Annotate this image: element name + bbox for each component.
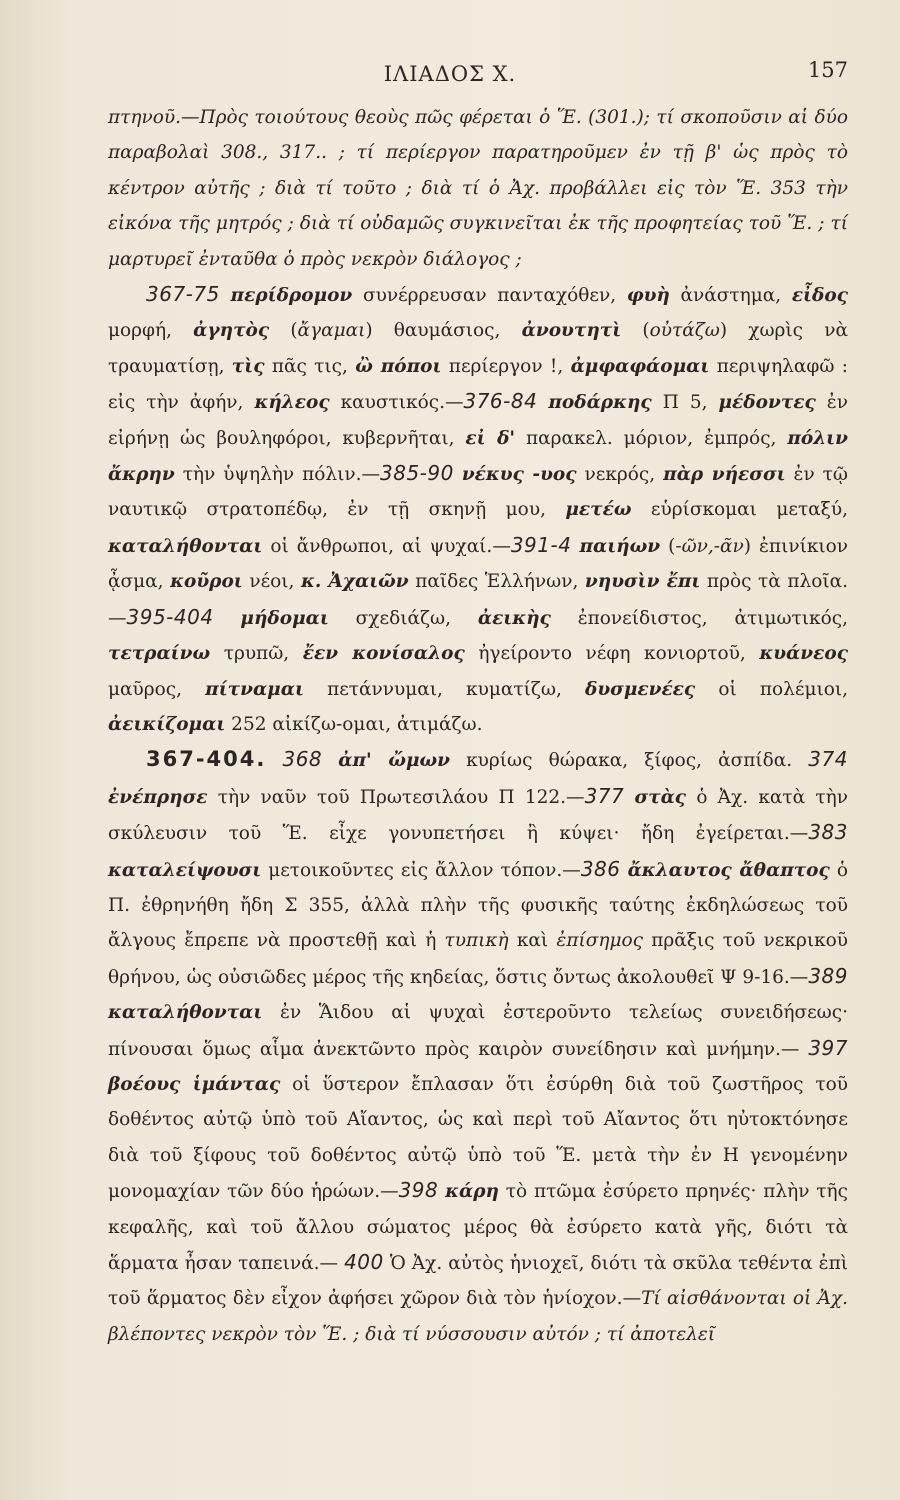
line-ref: 377 bbox=[584, 783, 625, 808]
paragraph-questions bbox=[108, 100, 848, 277]
gloss: καυστικός.— bbox=[340, 392, 464, 414]
line-ref: 395-404 bbox=[126, 604, 214, 629]
lemma: ἀμφαφάομαι bbox=[570, 355, 710, 377]
gloss-italic: -ῶν,-ᾶν bbox=[675, 535, 744, 557]
line-ref: 383 bbox=[808, 820, 848, 845]
gloss: κυρίως θώρακα, ξίφος, ἀσπίδα. bbox=[466, 750, 793, 772]
lemma: ἀεικὴς bbox=[477, 607, 551, 629]
gloss: 252 αἰκίζω-ομαι, ἀτιμάζω. bbox=[231, 713, 483, 735]
gloss: περιψηλαφῶ : εἰς τὴν ἀφήν, bbox=[108, 355, 848, 414]
lemma: μετέω bbox=[565, 499, 632, 521]
lemma: κήλεος bbox=[254, 392, 330, 414]
gloss: ( bbox=[668, 535, 676, 557]
lemma: εἰ δ' bbox=[465, 427, 516, 449]
gloss: πρὸς τὰ πλοῖα.— bbox=[108, 571, 848, 629]
gloss: ἐν εἰρήνῃ ὡς βουληφόροι, κυβερνῆται, bbox=[108, 392, 848, 449]
lemma: μέδοντες bbox=[718, 392, 816, 414]
gloss: τὸ πτῶμα ἐσύρετο πρηνές· πλὴν τῆς κεφαλῆς, καὶ τοῦ ἄλλου σώματος μέρος θὰ ἐσύρετο κατὰ γῆς, διότι τὰ ἅρματα ἦσαν ταπεινά.— bbox=[108, 1181, 848, 1274]
paragraph-notes bbox=[108, 742, 848, 1352]
gloss: τρυπῶ, bbox=[223, 643, 290, 665]
gloss: ( bbox=[642, 320, 650, 342]
gloss: ὁ Π. ἐθρηνήθη ἤδη Σ 355, ἀλλὰ πλὴν τῆς φυσικῆς ταύτης ἐκδηλώσεως τοῦ ἄλγους ἔπρεπε νὰ προστεθῇ καὶ ἡ bbox=[108, 859, 848, 952]
line-ref: 398 bbox=[398, 1178, 439, 1203]
lemma: τετραίνω bbox=[108, 643, 211, 665]
gloss: ( bbox=[290, 320, 298, 342]
line-ref: 400 bbox=[344, 1250, 384, 1274]
gloss: οἱ ὕστερον ἔπλασαν ὅτι ἐσύρθη διὰ τοῦ ζωστῆρος τοῦ δοθέντος αὐτῷ ὑπὸ τοῦ Αἴαντος, ὡς καὶ περὶ τοῦ Αἴαντος ὅτι ηὐτοκτόνησε διὰ τοῦ ξίφους τοῦ δοθέντος αὐτῷ ὑπὸ τοῦ Ἕ. μετὰ τὴν ἐν Η γενομένην μονομαχίαν τῶν δύο ἡρώων.— bbox=[108, 1073, 848, 1203]
gloss: σχεδιάζω, bbox=[355, 607, 451, 629]
gloss: οἱ ἄνθρωποι, αἱ ψυχαί.— bbox=[270, 535, 511, 557]
lemma: ἀεικίζομαι bbox=[108, 713, 226, 735]
paragraph-glossary bbox=[108, 277, 848, 742]
lemma: ἔεν κονίσαλος bbox=[302, 643, 465, 665]
gloss: τὴν ναῦν τοῦ Πρωτεσιλάου Π 122.— bbox=[217, 786, 585, 808]
gloss-italic: οὐτάζω bbox=[649, 320, 720, 342]
section-ref: 367-404. bbox=[146, 747, 267, 772]
lemma: κάρη bbox=[445, 1181, 499, 1203]
lemma: καταλήθονται bbox=[108, 535, 263, 557]
gloss: πετάννυμαι, κυματίζω, bbox=[327, 678, 562, 700]
gloss: παῖδες Ἑλλήνων, bbox=[415, 571, 579, 593]
lemma: βοέους ἱμάντας bbox=[108, 1073, 281, 1095]
running-head: ΙΛΙΑΔΟΣ Χ. bbox=[383, 62, 517, 86]
lemma: ἐνέπρησε bbox=[108, 786, 208, 808]
gloss: μαῦρος, bbox=[108, 678, 183, 700]
gloss: τὴν ὑψηλὴν πόλιν.— bbox=[182, 464, 380, 486]
lemma: καταλείψουσι bbox=[108, 859, 262, 881]
gloss: Ὁ Ἀχ. αὐτὸς ἡνιοχεῖ, διότι τὰ σκῦλα τεθέντα ἐπὶ τοῦ ἅρματος δὲν εἶχον ἀφήσει χῶρον διὰ τὸν ἡνίοχον.— bbox=[108, 1253, 848, 1310]
lemma: κ. Ἀχαιῶν bbox=[301, 571, 409, 593]
line-ref: 368 bbox=[282, 747, 323, 772]
gloss-italic: τυπικὴ bbox=[444, 930, 509, 952]
lemma: φυὴ bbox=[626, 285, 670, 307]
lemma: πίτναμαι bbox=[205, 678, 304, 700]
gloss: παρακελ. μόριον, ἐμπρός, bbox=[525, 427, 777, 449]
lemma: κυάνεος bbox=[759, 643, 848, 665]
page-number: 157 bbox=[807, 58, 848, 82]
gloss: μετοικοῦντες εἰς ἄλλον τόπον.— bbox=[268, 859, 581, 881]
lemma: πόλιν ἄκρην bbox=[108, 427, 848, 486]
line-ref: 389 bbox=[808, 963, 848, 988]
gloss-italic: ἐπίσημος bbox=[556, 930, 643, 952]
lemma: εἶδος bbox=[791, 285, 848, 307]
lemma: ποδάρκης bbox=[548, 392, 652, 414]
gloss: νεκρός, bbox=[584, 464, 656, 486]
gloss: ἐν τῷ ναυτικῷ στρατοπέδῳ, ἐν τῇ σκηνῇ μου, bbox=[108, 464, 848, 521]
gloss: Π 5, bbox=[662, 392, 708, 414]
lemma: κοῦροι bbox=[170, 571, 243, 593]
commentary-text bbox=[108, 100, 848, 1352]
lemma: τὶς bbox=[231, 355, 265, 377]
lemma: δυσμενέες bbox=[585, 678, 696, 700]
questions-text: Τί αἰσθάνονται οἱ Ἀχ. βλέποντες νεκρὸν τὸν Ἕ. ; διὰ τί νύσσουσιν αὐτόν ; τί ἀποτελεῖ bbox=[108, 1288, 849, 1345]
gloss: εὑρίσκομαι μεταξύ, bbox=[650, 499, 848, 521]
lemma: ἄκλαυτος ἄθαπτος bbox=[627, 859, 830, 881]
gloss: ἠγείροντο νέφη κονιορτοῦ, bbox=[478, 643, 746, 665]
lemma: παιήων bbox=[579, 535, 661, 557]
lemma: ἀπ' ὤμων bbox=[338, 750, 450, 772]
lemma: στὰς bbox=[634, 786, 687, 808]
lemma: νηυσὶν ἔπι bbox=[584, 571, 701, 593]
gloss: οἱ πολέμιοι, bbox=[718, 678, 849, 700]
gloss: καὶ bbox=[516, 930, 549, 952]
gloss: ) ἐπινίκιον ᾆσμα, bbox=[108, 535, 849, 593]
gloss: νέοι, bbox=[249, 571, 295, 593]
lemma: πὰρ νήεσσι bbox=[663, 464, 786, 486]
line-ref: 367-75 bbox=[146, 282, 220, 307]
lemma: ἀγητὸς bbox=[193, 320, 270, 342]
line-ref: 386 bbox=[580, 856, 621, 881]
lemma: ὢ πόποι bbox=[355, 355, 442, 377]
line-ref: 397 bbox=[808, 1035, 848, 1060]
gloss: ἐπονείδιστος, ἀτιμωτικός, bbox=[577, 607, 848, 629]
lemma: περίδρομον bbox=[230, 285, 353, 307]
line-ref: 376-84 bbox=[463, 389, 538, 414]
gloss: μορφή, bbox=[108, 320, 172, 342]
gloss: ὁ Ἀχ. κατὰ τὴν σκύλευσιν τοῦ Ἕ. εἶχε γονυπετήσει ἢ κύψει· ἤδη ἐγείρεται.— bbox=[108, 786, 848, 845]
gloss: συνέρρευσαν πανταχόθεν, bbox=[362, 285, 617, 307]
page-header bbox=[0, 58, 900, 96]
gloss: πρᾶξις τοῦ νεκρικοῦ θρήνου, ὡς οὐσιῶδες μέρος τῆς κηδείας, ὅστις ὄντως ἀκολουθεῖ Ψ 9-16.— bbox=[108, 930, 849, 988]
gloss: ) θαυμάσιος, bbox=[365, 320, 501, 342]
lemma: ἀνουτητὶ bbox=[521, 320, 622, 342]
gloss: ἐν Ἅιδου αἱ ψυχαὶ ἐστεροῦντο τελείως συνειδήσεως· πίνουσαι ὅμως αἷμα ἀνεκτῶντο πρὸς καιρὸν συνείδησιν καὶ μνήμην.— bbox=[108, 1002, 848, 1060]
lemma: νέκυς -υος bbox=[461, 464, 577, 486]
gloss: ) χωρὶς νὰ τραυματίσῃ, bbox=[108, 320, 848, 377]
line-ref: 385-90 bbox=[380, 461, 454, 486]
line-ref: 391-4 bbox=[510, 532, 572, 557]
lemma: καταλήθονται bbox=[108, 1002, 263, 1024]
gloss: ἀνάστημα, bbox=[680, 285, 782, 307]
questions-text: πτηνοῦ.—Πρὸς τοιούτους θεοὺς πῶς φέρεται ὁ Ἕ. (301.); τί σκοποῦσιν αἱ δύο παραβολαὶ 308., 317.. ; τί περίεργον παρατηροῦμεν ἐν τῇ β' ὡς πρὸς τὸ κέντρον αὐτῆς ; διὰ τί τοῦτο ; διὰ τί ὁ Ἀχ. προβάλλει εἰς τὸν Ἕ. 353 τὴν εἰκόνα τῆς μητρός ; διὰ τί οὐδαμῶς συγκινεῖται ἐκ τῆς προφητείας τοῦ Ἕ. ; τί μαρτυρεῖ ἐνταῦθα ὁ πρὸς νεκρὸν διάλογος ; bbox=[108, 107, 848, 270]
gloss: πᾶς τις, bbox=[271, 355, 348, 377]
lemma: μήδομαι bbox=[240, 607, 329, 629]
gloss: περίεργον !, bbox=[448, 355, 564, 377]
line-ref: 374 bbox=[808, 747, 848, 772]
gloss-italic: ἄγαμαι bbox=[297, 320, 366, 342]
